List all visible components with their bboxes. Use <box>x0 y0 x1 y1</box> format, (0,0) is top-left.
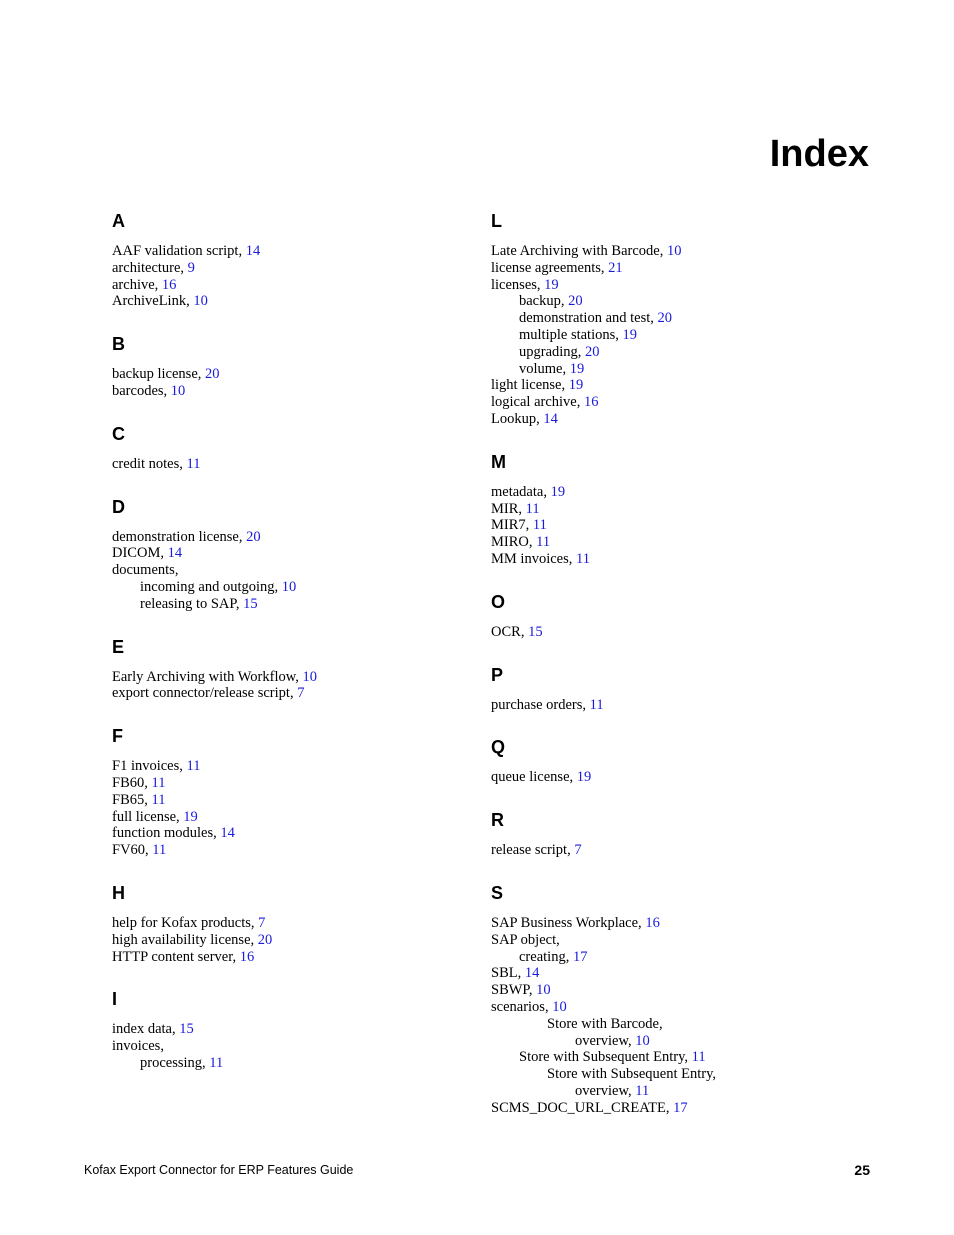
section-letter: I <box>112 989 118 1010</box>
index-entry <box>491 769 851 786</box>
page-link[interactable]: 14 <box>524 965 540 982</box>
page-link[interactable]: 10 <box>281 578 297 595</box>
page-link[interactable]: 14 <box>245 243 261 259</box>
index-entry <box>491 293 851 310</box>
entry-term: license agreements, <box>491 259 609 276</box>
entry-term: overview, <box>575 1032 636 1049</box>
section-letter: A <box>112 211 125 231</box>
page-link[interactable]: 15 <box>179 1021 194 1038</box>
page-link[interactable]: 17 <box>572 948 588 965</box>
entry-term: multiple stations, <box>519 326 623 343</box>
index-entry <box>112 383 472 400</box>
page-link[interactable]: 11 <box>186 455 201 472</box>
page-link[interactable]: 11 <box>209 1054 224 1071</box>
index-entry <box>112 545 472 562</box>
index-entry <box>112 1038 472 1055</box>
index-entry <box>491 1083 851 1100</box>
page-footer <box>84 1163 870 1177</box>
index-entry <box>491 551 851 568</box>
index-entry <box>112 825 472 842</box>
page-link[interactable]: 19 <box>576 769 592 786</box>
page-link[interactable]: 19 <box>183 808 198 825</box>
page-link[interactable]: 11 <box>151 774 166 791</box>
page-link[interactable]: 10 <box>635 1032 650 1049</box>
index-entry <box>112 1021 472 1038</box>
page-link[interactable]: 10 <box>193 293 208 310</box>
entry-term: metadata, <box>491 483 551 500</box>
index-entry <box>491 697 851 714</box>
entry-term: Store with Barcode, <box>547 1015 663 1032</box>
section-letter: L <box>491 211 502 231</box>
index-entry <box>112 456 472 473</box>
page-link[interactable]: 11 <box>635 1082 650 1099</box>
page-link[interactable]: 21 <box>608 259 623 276</box>
entry-term: SAP Business Workplace, <box>491 914 646 931</box>
page-link[interactable]: 19 <box>544 276 559 293</box>
index-column-right <box>491 208 851 1138</box>
page-link[interactable]: 10 <box>552 998 567 1015</box>
index-entry <box>112 842 472 859</box>
index-entry <box>491 842 851 859</box>
section-letter: B <box>112 334 125 355</box>
entry-term: release script, <box>491 842 575 859</box>
entry-term: HTTP content server, <box>112 948 240 965</box>
entry-term: logical archive, <box>491 394 584 411</box>
page-link[interactable]: 11 <box>186 758 201 775</box>
page-link[interactable]: 20 <box>568 293 583 310</box>
entry-term: invoices, <box>112 1038 164 1055</box>
index-entry <box>112 243 472 260</box>
page-link[interactable]: 7 <box>574 842 582 859</box>
entry-term: OCR, <box>491 623 529 640</box>
index-entry <box>112 949 472 966</box>
index-entry <box>112 293 472 310</box>
page-link[interactable]: 10 <box>536 982 551 999</box>
entry-term: Early Archiving with Workflow, <box>112 668 303 685</box>
index-entry <box>491 377 851 394</box>
entry-term: SCMS_DOC_URL_CREATE, <box>491 1099 674 1116</box>
entry-term: MIRO, <box>491 534 537 551</box>
index-section-l <box>491 208 851 428</box>
page-link[interactable]: 17 <box>673 1099 688 1116</box>
entry-term: purchase orders, <box>491 696 590 713</box>
footer-document-title: Kofax Export Connector for ERP Features Guide <box>84 1163 354 1177</box>
index-entry <box>491 965 851 982</box>
page-link[interactable]: 20 <box>257 931 273 948</box>
entry-term: SAP object, <box>491 931 560 948</box>
entry-term: AAF validation script, <box>112 243 246 259</box>
index-entry <box>112 915 472 932</box>
index-section-d <box>112 494 472 613</box>
index-section-f <box>112 723 472 859</box>
section-letter: S <box>491 882 504 903</box>
page-link[interactable]: 16 <box>584 394 599 411</box>
page-link[interactable]: 11 <box>691 1049 706 1066</box>
page-link[interactable]: 11 <box>525 500 540 517</box>
entry-term: overview, <box>575 1082 636 1099</box>
index-entry <box>112 792 472 809</box>
index-entry <box>112 260 472 277</box>
index-entry <box>491 517 851 534</box>
entry-term: processing, <box>140 1054 210 1071</box>
entry-term: demonstration and test, <box>519 310 658 327</box>
page-link[interactable]: 15 <box>528 623 543 640</box>
index-entry <box>491 310 851 327</box>
section-letter: D <box>112 496 125 517</box>
entry-term: DICOM, <box>112 545 168 562</box>
page-link[interactable]: 19 <box>569 360 585 377</box>
page-link[interactable]: 11 <box>589 696 604 713</box>
index-entry <box>491 1066 851 1083</box>
page-link[interactable]: 16 <box>645 914 660 931</box>
index-entry <box>491 327 851 344</box>
entry-term: full license, <box>112 808 184 825</box>
page-link[interactable]: 14 <box>167 545 183 562</box>
section-letter: M <box>491 451 506 472</box>
index-entry <box>491 534 851 551</box>
index-section-p <box>491 662 851 714</box>
index-entry <box>491 277 851 294</box>
index-section-a <box>112 208 472 310</box>
page-title: Index <box>769 133 869 175</box>
index-entry <box>491 484 851 501</box>
section-letter: R <box>491 810 504 831</box>
page-link[interactable]: 7 <box>258 914 266 931</box>
index-entry <box>112 775 472 792</box>
page-link[interactable]: 20 <box>205 366 220 383</box>
entry-term: Lookup, <box>491 410 544 427</box>
page-link[interactable]: 19 <box>568 377 584 394</box>
page-link[interactable]: 20 <box>585 343 600 360</box>
index-entry <box>491 999 851 1016</box>
index-entry <box>491 1100 851 1117</box>
index-entry <box>491 394 851 411</box>
index-entry <box>112 579 472 596</box>
index-entry <box>491 411 851 428</box>
index-section-b <box>112 331 472 400</box>
index-entry <box>112 758 472 775</box>
section-letter: P <box>491 664 504 685</box>
page-link[interactable]: 14 <box>543 410 558 427</box>
page-link[interactable]: 7 <box>297 685 305 702</box>
index-entry <box>112 685 472 702</box>
index-entry <box>112 277 472 294</box>
entry-term: creating, <box>519 948 573 965</box>
entry-term: ArchiveLink, <box>112 293 194 310</box>
index-column-left <box>112 208 472 1093</box>
page-link[interactable]: 16 <box>239 948 255 965</box>
index-entry <box>491 624 851 641</box>
entry-term: queue license, <box>491 769 577 786</box>
entry-term: scenarios, <box>491 998 553 1015</box>
entry-term: SBL, <box>491 965 525 982</box>
entry-term: upgrading, <box>519 343 586 360</box>
index-section-i <box>112 986 472 1071</box>
section-letter: F <box>112 726 123 747</box>
index-entry <box>491 982 851 999</box>
entry-term: index data, <box>112 1021 180 1038</box>
page-link[interactable]: 10 <box>302 668 318 685</box>
entry-term: barcodes, <box>112 382 171 399</box>
index-entry <box>112 366 472 383</box>
page-link[interactable]: 15 <box>243 595 258 612</box>
index-entry <box>491 915 851 932</box>
page-link[interactable]: 14 <box>220 825 235 842</box>
page-link[interactable]: 10 <box>666 243 682 259</box>
index-section-q <box>491 734 851 786</box>
index-entry <box>491 361 851 378</box>
index-entry <box>112 596 472 613</box>
entry-term: backup license, <box>112 366 206 383</box>
entry-term: licenses, <box>491 276 545 293</box>
index-section-h <box>112 880 472 965</box>
entry-term: SBWP, <box>491 982 537 999</box>
index-entry <box>491 932 851 949</box>
index-section-o <box>491 589 851 641</box>
index-entry <box>112 562 472 579</box>
page-link[interactable]: 11 <box>152 842 167 859</box>
index-entry <box>112 1055 472 1072</box>
index-section-r <box>491 807 851 859</box>
page-link[interactable]: 11 <box>575 550 590 567</box>
index-section-s <box>491 880 851 1117</box>
section-letter: O <box>491 591 506 612</box>
index-entry <box>491 949 851 966</box>
section-letter: H <box>112 882 125 903</box>
entry-term: FB65, <box>112 791 152 808</box>
entry-term: Store with Subsequent Entry, <box>547 1066 717 1083</box>
index-entry <box>112 932 472 949</box>
page-link[interactable]: 16 <box>161 276 177 293</box>
page-link[interactable]: 20 <box>246 528 261 545</box>
entry-term: FB60, <box>112 774 152 791</box>
section-letter: C <box>112 423 125 444</box>
index-section-e <box>112 634 472 703</box>
page-link[interactable]: 10 <box>170 382 186 399</box>
entry-term: export connector/release script, <box>112 685 298 702</box>
index-entry <box>491 260 851 277</box>
entry-term: architecture, <box>112 259 188 276</box>
entry-term: help for Kofax products, <box>112 914 259 931</box>
section-letter: E <box>112 636 125 657</box>
index-entry <box>491 243 851 260</box>
entry-term: credit notes, <box>112 455 187 472</box>
entry-term: light license, <box>491 377 569 394</box>
section-letter: Q <box>491 737 506 758</box>
index-entry <box>491 1049 851 1066</box>
entry-term: function modules, <box>112 825 221 842</box>
index-entry <box>112 809 472 826</box>
entry-term: volume, <box>519 360 570 377</box>
page-link[interactable]: 19 <box>622 326 638 343</box>
entry-term: documents, <box>112 562 179 579</box>
entry-term: FV60, <box>112 842 153 859</box>
page-link[interactable]: 11 <box>151 791 166 808</box>
entry-term: MIR, <box>491 500 526 517</box>
page-link[interactable]: 20 <box>657 310 673 327</box>
index-entry <box>112 669 472 686</box>
entry-term: Late Archiving with Barcode, <box>491 243 667 259</box>
entry-term: incoming and outgoing, <box>140 578 282 595</box>
page-link[interactable]: 11 <box>536 534 551 551</box>
entry-term: high availability license, <box>112 931 258 948</box>
entry-term: archive, <box>112 276 162 293</box>
index-entry <box>491 344 851 361</box>
index-entry <box>491 1016 851 1033</box>
entry-term: Store with Subsequent Entry, <box>519 1049 692 1066</box>
footer-page-number: 25 <box>854 1162 870 1178</box>
entry-term: demonstration license, <box>112 528 247 545</box>
page-link[interactable]: 11 <box>532 517 547 534</box>
index-entry <box>491 501 851 518</box>
index-section-m <box>491 449 851 568</box>
entry-term: F1 invoices, <box>112 758 187 775</box>
page-link[interactable]: 19 <box>550 483 566 500</box>
index-entry <box>491 1033 851 1050</box>
index-entry <box>112 529 472 546</box>
entry-term: releasing to SAP, <box>140 595 244 612</box>
page-link[interactable]: 9 <box>187 259 195 276</box>
entry-term: MM invoices, <box>491 550 576 567</box>
entry-term: backup, <box>519 293 569 310</box>
entry-term: MIR7, <box>491 517 533 534</box>
index-section-c <box>112 421 472 473</box>
